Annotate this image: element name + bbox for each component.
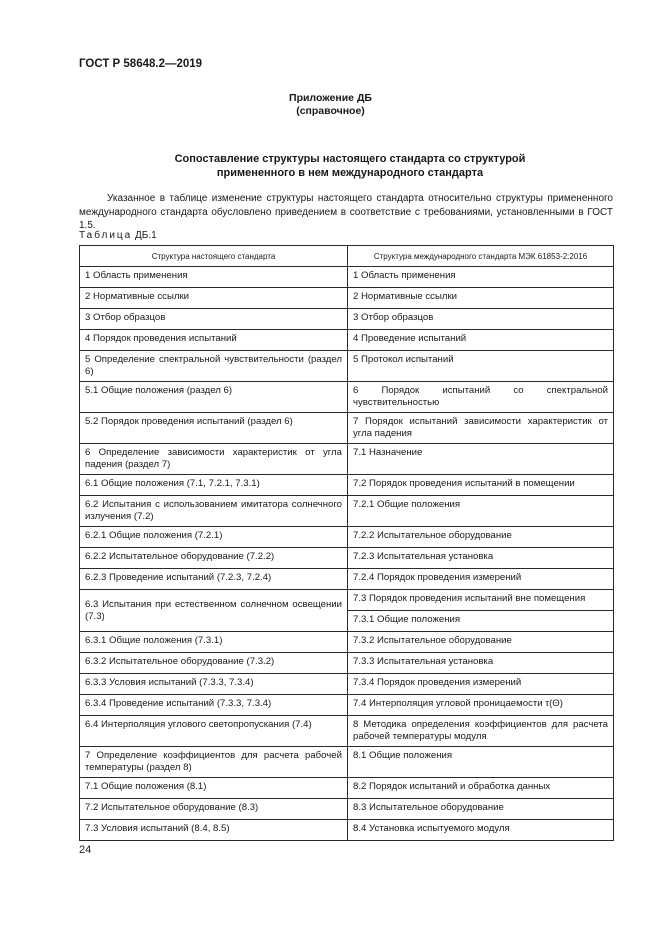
table-row: [80, 267, 614, 288]
table-row: [80, 475, 614, 496]
cell-international: 7.4 Интерполяция угловой проницаемости τ(Θ): [348, 695, 614, 716]
cell-international: 1 Область применения: [348, 267, 614, 288]
table-row: [80, 747, 614, 778]
cell-national: 6.3.4 Проведение испытаний (7.3.3, 7.3.4): [80, 695, 348, 716]
cell-national: 3 Отбор образцов: [80, 309, 348, 330]
cell-international: 7.3 Порядок проведения испытаний вне помещения: [348, 590, 614, 611]
cell-national: 6.2 Испытания с использованием имитатора солнечного излучения (7.2): [80, 496, 348, 527]
table-row: [80, 527, 614, 548]
table-caption-id: ДБ.1: [135, 230, 157, 241]
table-row: [80, 590, 614, 611]
cell-national: 6.3.2 Испытательное оборудование (7.3.2): [80, 653, 348, 674]
table-caption-word: Таблица: [79, 230, 133, 241]
cell-national: 1 Область применения: [80, 267, 348, 288]
cell-national: 7.3 Условия испытаний (8.4, 8.5): [80, 820, 348, 841]
cell-national: 7.2 Испытательное оборудование (8.3): [80, 799, 348, 820]
intro-paragraph: Указанное в таблице изменение структуры настоящего стандарта относительно структуры примененного международного стандарта обусловлено приведением в соответствие с требованиями, установленными в ГОСТ 1.5.: [79, 193, 613, 231]
table-row: [80, 674, 614, 695]
cell-national: 6.3 Испытания при естественном солнечном освещении (7.3): [80, 590, 348, 632]
appendix-title: Приложение ДБ: [289, 92, 372, 104]
table-row: [80, 820, 614, 841]
document-code: ГОСТ Р 58648.2—2019: [79, 58, 203, 70]
cell-international: 7.2.3 Испытательная установка: [348, 548, 614, 569]
table-row: [80, 716, 614, 747]
cell-international: 7.2 Порядок проведения испытаний в помещении: [348, 475, 614, 496]
table-row: [80, 288, 614, 309]
table-row: [80, 330, 614, 351]
cell-international: 7.3.1 Общие положения: [348, 611, 614, 632]
cell-international: 2 Нормативные ссылки: [348, 288, 614, 309]
cell-international: 8.2 Порядок испытаний и обработка данных: [348, 778, 614, 799]
cell-national: 5.2 Порядок проведения испытаний (раздел 6): [80, 413, 348, 444]
section-title-line-1: Сопоставление структуры настоящего стандарта со структурой: [174, 153, 526, 165]
cell-international: 7.3.3 Испытательная установка: [348, 653, 614, 674]
cell-international: 7.3.2 Испытательное оборудование: [348, 632, 614, 653]
table-caption: [79, 230, 157, 241]
cell-national: 6 Определение зависимости характеристик от угла падения (раздел 7): [80, 444, 348, 475]
appendix-heading: [0, 92, 661, 118]
cell-international: 7 Порядок испытаний зависимости характеристик от угла падения: [348, 413, 614, 444]
table-row: [80, 569, 614, 590]
table-row: [80, 351, 614, 382]
table-row: [80, 413, 614, 444]
cell-national: 6.3.3 Условия испытаний (7.3.3, 7.3.4): [80, 674, 348, 695]
cell-international: 4 Проведение испытаний: [348, 330, 614, 351]
cell-international: 3 Отбор образцов: [348, 309, 614, 330]
table-row: [80, 799, 614, 820]
cell-national: 2 Нормативные ссылки: [80, 288, 348, 309]
cell-national: 6.2.3 Проведение испытаний (7.2.3, 7.2.4): [80, 569, 348, 590]
cell-national: 5 Определение спектральной чувствительности (раздел 6): [80, 351, 348, 382]
cell-international: 7.1 Назначение: [348, 444, 614, 475]
cell-international: 7.2.1 Общие положения: [348, 496, 614, 527]
cell-international: 8.1 Общие положения: [348, 747, 614, 778]
cell-international: 7.2.2 Испытательное оборудование: [348, 527, 614, 548]
table-row: [80, 496, 614, 527]
cell-national: 6.2.2 Испытательное оборудование (7.2.2): [80, 548, 348, 569]
cell-international: 6 Порядок испытаний со спектральной чувствительностью: [348, 382, 614, 413]
cell-international: 8.3 Испытательное оборудование: [348, 799, 614, 820]
cell-national: 7.1 Общие положения (8.1): [80, 778, 348, 799]
header-national-standard: Структура настоящего стандарта: [80, 246, 348, 267]
cell-international: 5 Протокол испытаний: [348, 351, 614, 382]
cell-national: 6.3.1 Общие положения (7.3.1): [80, 632, 348, 653]
cell-national: 4 Порядок проведения испытаний: [80, 330, 348, 351]
cell-national: 5.1 Общие положения (раздел 6): [80, 382, 348, 413]
cell-national: 6.4 Интерполяция углового светопропускания (7.4): [80, 716, 348, 747]
page-number: 24: [79, 844, 92, 856]
cell-national: 7 Определение коэффициентов для расчета рабочей температуры (раздел 8): [80, 747, 348, 778]
table-row: [80, 382, 614, 413]
cell-national: 6.1 Общие положения (7.1, 7.2.1, 7.3.1): [80, 475, 348, 496]
table-row: [80, 653, 614, 674]
structure-comparison-table: [79, 245, 614, 841]
table-row: [80, 695, 614, 716]
cell-national: 6.2.1 Общие положения (7.2.1): [80, 527, 348, 548]
table-row: [80, 778, 614, 799]
table-header-row: [80, 246, 614, 267]
section-title-line-2: примененного в нем международного стандарта: [216, 166, 484, 179]
table-row: [80, 632, 614, 653]
cell-international: 7.2.4 Порядок проведения измерений: [348, 569, 614, 590]
table-row: [80, 444, 614, 475]
cell-international: 8 Методика определения коэффициентов для расчета рабочей температуры модуля: [348, 716, 614, 747]
header-international-standard: Структура международного стандарта МЭК 61853-2:2016: [348, 246, 614, 267]
table-row: [80, 548, 614, 569]
appendix-subtitle: (справочное): [296, 105, 365, 117]
cell-international: 8.4 Установка испытуемого модуля: [348, 820, 614, 841]
cell-international: 7.3.4 Порядок проведения измерений: [348, 674, 614, 695]
section-title: [120, 153, 580, 180]
table-row: [80, 309, 614, 330]
